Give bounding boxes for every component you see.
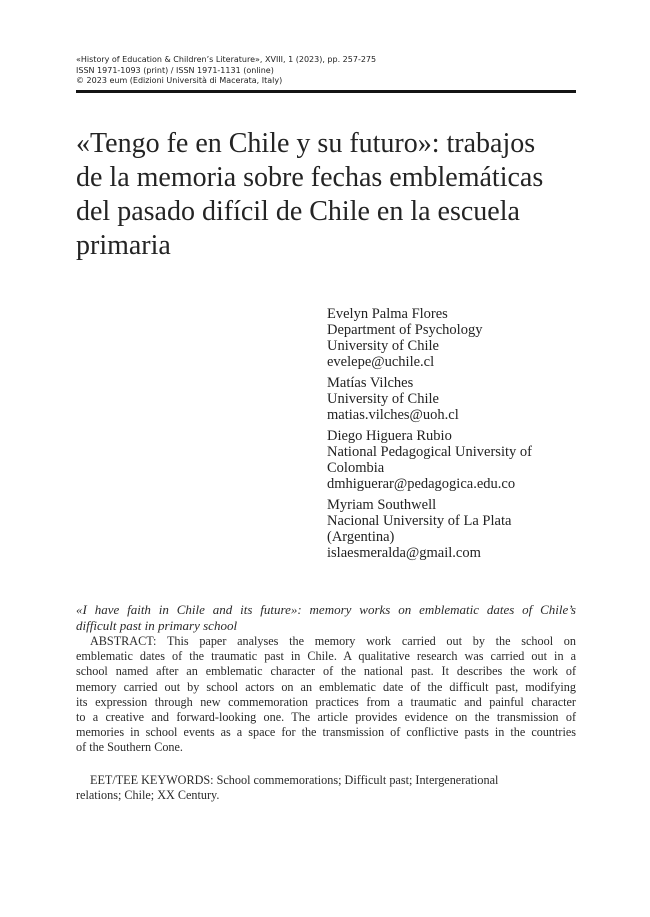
author-affiliation: (Argentina) <box>327 529 395 545</box>
abstract-line: emblematic dates of the traumatic past in Chile. A qualitative research was carried out in a <box>76 649 576 664</box>
title-line: de la memoria sobre fechas emblemáticas <box>76 162 544 193</box>
abstract-line: memories in school events as a space for the transmission of conflictive pasts in the countries <box>76 725 576 740</box>
article-title <box>76 127 586 263</box>
author-block <box>327 375 587 423</box>
author-block <box>327 428 587 492</box>
english-title <box>76 602 576 634</box>
abstract-line: memory carried out by school actors on an emblematic date of the difficult past, modifying <box>76 679 576 694</box>
english-title-line: «I have faith in Chile and its future»: memory works on emblematic dates of Chile’s <box>76 602 576 617</box>
abstract-line: of the Southern Cone. <box>76 740 183 755</box>
title-line: primaria <box>76 230 171 261</box>
author-affiliation: Department of Psychology <box>327 322 483 338</box>
author-name: Matías Vilches <box>327 375 414 391</box>
abstract-paragraph <box>76 634 576 756</box>
keywords-line: relations; Chile; XX Century. <box>76 788 220 803</box>
author-affiliation: University of Chile <box>327 391 439 407</box>
abstract-line: its expression through new commemoration practices from a traumatic and painful character <box>76 694 576 709</box>
author-email: dmhiguerar@pedagogica.edu.co <box>327 476 516 492</box>
header-issn: ISSN 1971-1093 (print) / ISSN 1971-1131 (online) <box>76 65 274 75</box>
title-line: «Tengo fe en Chile y su futuro»: trabajos <box>76 128 536 159</box>
author-affiliation: National Pedagogical University of <box>327 444 532 460</box>
english-title-line: difficult past in primary school <box>76 618 238 633</box>
author-email: islaesmeralda@gmail.com <box>327 545 481 561</box>
keywords-line: EET/TEE KEYWORDS: School commemorations; Difficult past; Intergenerational <box>90 773 499 787</box>
abstract-line: to a creative and forward-looking one. The article provides evidence on the transmission of <box>76 710 576 725</box>
author-affiliation: Nacional University of La Plata <box>327 513 512 529</box>
journal-header <box>76 55 576 87</box>
keywords-paragraph <box>76 773 576 803</box>
author-email: matias.vilches@uoh.cl <box>327 407 459 423</box>
author-name: Diego Higuera Rubio <box>327 428 452 444</box>
author-affiliation: University of Chile <box>327 338 439 354</box>
author-affiliation: Colombia <box>327 460 385 476</box>
abstract-line: school named after an emblematic character of the national past. It describes the work of <box>76 664 576 679</box>
author-email: evelepe@uchile.cl <box>327 354 435 370</box>
abstract-line: ABSTRACT: This paper analyses the memory work carried out by the school on <box>90 634 576 648</box>
header-citation: «History of Education & Children’s Literature», XVIII, 1 (2023), pp. 257-275 <box>76 55 377 64</box>
author-block <box>327 306 587 370</box>
author-block <box>327 497 587 561</box>
author-list <box>327 306 587 566</box>
header-rule <box>76 90 576 93</box>
author-name: Evelyn Palma Flores <box>327 306 448 322</box>
title-line: del pasado difícil de Chile en la escuela <box>76 196 520 227</box>
header-copyright: © 2023 eum (Edizioni Università di Macerata, Italy) <box>76 76 283 86</box>
author-name: Myriam Southwell <box>327 497 437 513</box>
